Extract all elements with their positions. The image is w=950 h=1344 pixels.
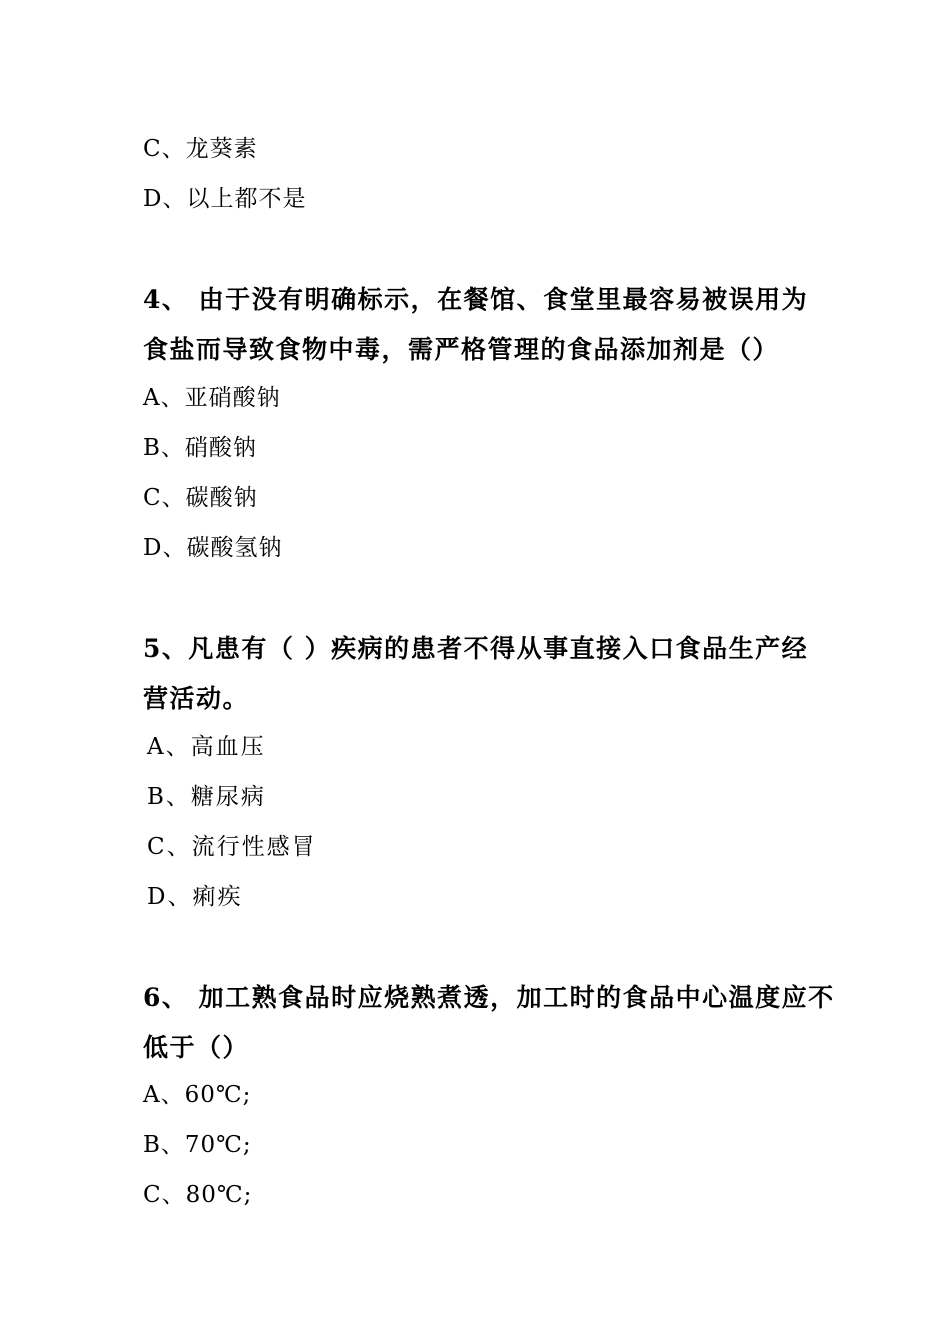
q4-text-line2: 食盐而导致食物中毒，需严格管理的食品添加剂是（）: [143, 335, 780, 364]
q3-option-c: C、龙葵素: [143, 136, 258, 162]
q5-option-a: A、高血压: [147, 734, 266, 760]
q5-option-c: C、流行性感冒: [147, 834, 317, 860]
q6-option-c: C、80℃;: [143, 1182, 253, 1208]
q4-option-d: D、碳酸氢钠: [143, 535, 283, 561]
q3-option-d: D、以上都不是: [143, 186, 307, 212]
q4-option-c: C、碳酸钠: [143, 485, 258, 511]
q4-text-line1: 4、 由于没有明确标示，在餐馆、食堂里最容易被误用为: [143, 285, 809, 314]
q5-option-b: B、糖尿病: [147, 784, 266, 810]
q4-option-a: A、亚硝酸钠: [143, 385, 281, 411]
q6-text-line2: 低于（）: [143, 1033, 250, 1062]
q4-option-b: B、硝酸钠: [143, 435, 257, 461]
q5-text-line2: 营活动。: [143, 684, 250, 713]
q5-option-d: D、痢疾: [147, 884, 243, 910]
q6-option-a: A、60℃;: [143, 1082, 252, 1108]
q6-option-b: B、70℃;: [143, 1132, 252, 1158]
q6-text-line1: 6、 加工熟食品时应烧熟煮透，加工时的食品中心温度应不: [143, 983, 835, 1012]
q5-text-line1: 5、凡患有（ ）疾病的患者不得从事直接入口食品生产经: [143, 634, 809, 663]
